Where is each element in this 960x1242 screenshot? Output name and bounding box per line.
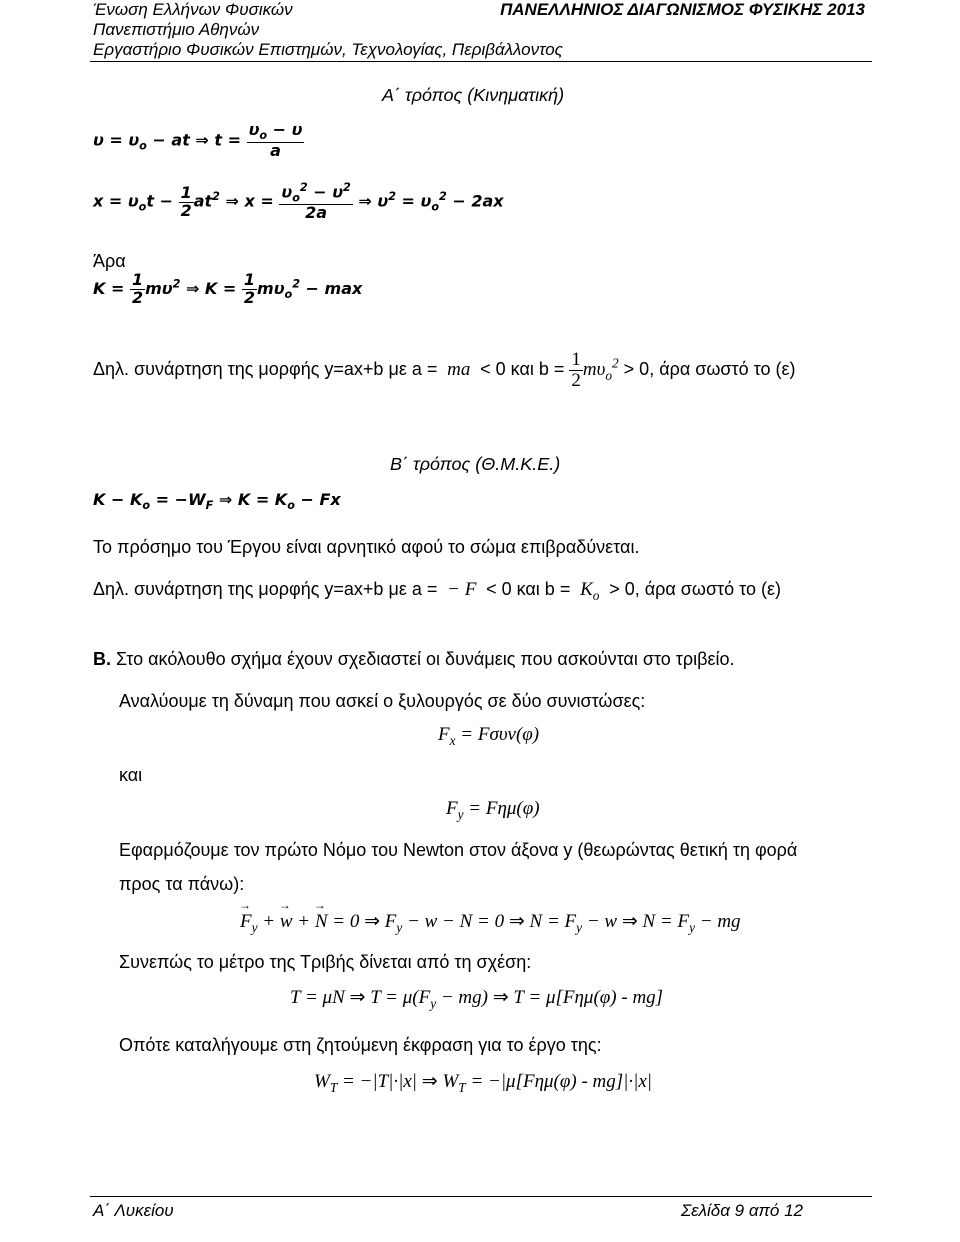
header-competition: ΠΑΝΕΛΛΗΝΙΟΣ ΔΙΑΓΩΝΙΣΜΟΣ ΦΥΣΙΚΗΣ 2013 xyxy=(500,0,865,19)
footer-rule xyxy=(90,1196,872,1197)
friction-text: Συνεπώς το μέτρο της Τριβής δίνεται από τη σχέση: xyxy=(119,952,532,972)
intercept-term: $\frac{1}{2}$ $m\upsilon_o^2$ xyxy=(571,349,619,391)
footer-page-number: Σελίδα 9 από 12 xyxy=(680,1201,803,1220)
header-org: Ένωση Ελλήνων Φυσικών xyxy=(93,0,293,19)
equation-newton: → $F_y$ + → w + → N = 0 ⇒ $F_y - w - N = 0$ ⇒ $N = F_y - w$ ⇒ $N = F_y$ − mg xyxy=(240,910,741,936)
part-b-text: Στο ακόλουθο σχήμα έχουν σχεδιαστεί οι δυνάμεις που ασκούνται στο τριβείο. xyxy=(116,649,735,669)
conclusion-line-1: Δηλ. συνάρτηση της μορφής y=ax+b με a = ma < 0 και b = $\frac{1}{2}$ $m\upsilon_o^2 > 0$, άρα σωστό το (ε) xyxy=(93,349,796,391)
newton-line-2: προς τα πάνω): xyxy=(119,874,245,894)
equation-work: $W_T = -|T|\cdot|x|$ ⇒ $W_T = -|\mu[F\eta\mu(\varphi) - mg]|\cdot|x|$ xyxy=(314,1070,653,1095)
sign-explanation: Το πρόσημο του Έργου είναι αρνητικό αφού το σώμα επιβραδύνεται. xyxy=(93,537,640,557)
header-rule xyxy=(90,61,872,62)
newton-line-1: Εφαρμόζουμε τον πρώτο Νόμο του Newton στον άξονα y (θεωρώντας θετική τη φορά xyxy=(119,840,798,860)
kai-label: και xyxy=(119,765,143,785)
equation-friction: T = μN ⇒ $T = \mu(F_y - mg)$ ⇒ T = μ[Fημ(φ) - mg] xyxy=(290,986,664,1011)
section-a-title: Α΄ τρόπος (Κινηματική) xyxy=(382,85,565,105)
equation-fx: $F_x = F\sigma\upsilon\nu(\varphi)$ xyxy=(438,724,540,748)
slope-term: ma xyxy=(442,358,476,380)
footer-grade: Α΄ Λυκείου xyxy=(93,1201,174,1220)
equation-fy: $F_y = F\eta\mu(\varphi)$ xyxy=(446,798,540,822)
equation-kinetic: K = $\frac{1}{2}$ $m\upsilon^2$ ⇒ K = $\frac{1}{2}$ $m\upsilon_o^2 - \max$ xyxy=(93,270,363,307)
ara-label: Άρα xyxy=(93,251,126,271)
work-text: Οπότε καταλήγουμε στη ζητούμενη έκφραση για το έργο της: xyxy=(119,1035,602,1055)
equation-work-energy: $K - K_o = -W_F$ ⇒ $K = K_o - Fx$ xyxy=(93,490,341,513)
equation-position: $x = \upsilon_ot$ − $\frac{1}{2}$ $at^2$ ⇒ x = $\frac{\upsilon_o^2 - \upsilon^2}{2a}$ ⇒ $\upsilon^2 = \upsilon_o^2 - 2ax$ xyxy=(93,181,504,223)
section-b-title: Β΄ τρόπος (Θ.Μ.Κ.Ε.) xyxy=(390,454,561,474)
part-b-label: Β. xyxy=(93,649,111,669)
intercept-term-2: $K_o$ xyxy=(575,579,600,603)
conclusion-line-2: Δηλ. συνάρτηση της μορφής y=ax+b με a = − F < 0 και $b = K_o > 0$, άρα σωστό το (ε) xyxy=(93,579,782,603)
analysis-text: Αναλύουμε τη δύναμη που ασκεί ο ξυλουργός σε δύο συνιστώσες: xyxy=(119,691,646,711)
slope-term-2: − F xyxy=(442,579,482,600)
equation-velocity: $\upsilon = \upsilon_o$ − at ⇒ t = $\frac{\upsilon_o - \upsilon}{a}$ xyxy=(93,120,303,160)
header-lab: Εργαστήριο Φυσικών Επιστημών, Τεχνολογίας, Περιβάλλοντος xyxy=(93,40,563,59)
part-b xyxy=(93,648,735,670)
header-university: Πανεπιστήμιο Αθηνών xyxy=(93,20,260,39)
